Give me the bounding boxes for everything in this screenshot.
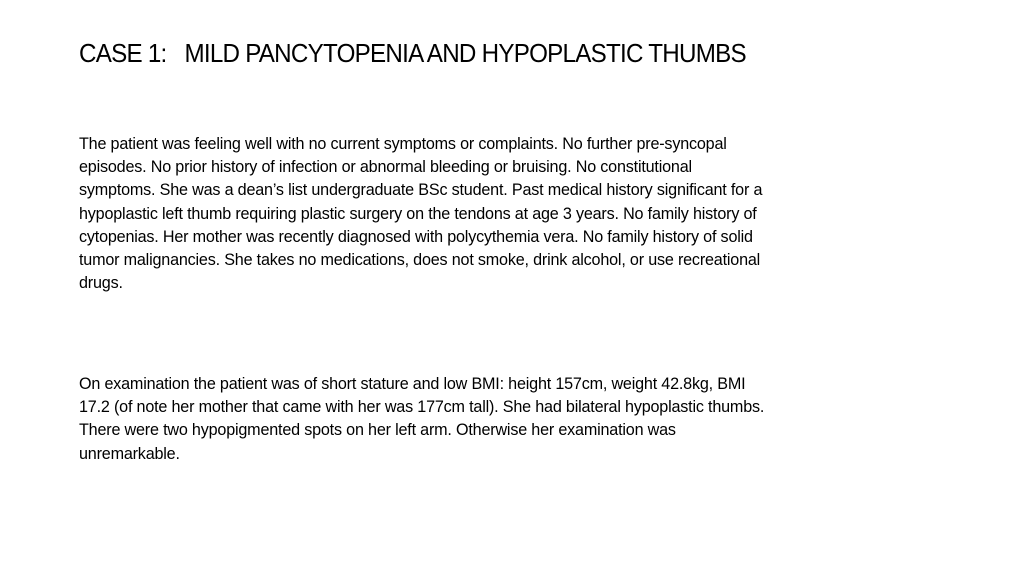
examination-paragraph <box>79 372 972 465</box>
paragraph-line: hypoplastic left thumb requiring plastic surgery on the tendons at age 3 years. No family history of <box>79 203 757 223</box>
history-paragraph <box>79 132 972 294</box>
paragraph-line: cytopenias. Her mother was recently diagnosed with polycythemia vera. No family history of solid <box>79 226 753 246</box>
paragraph-line: unremarkable. <box>79 443 180 463</box>
paragraph-line: tumor malignancies. She takes no medications, does not smoke, drink alcohol, or use recreational <box>79 250 761 270</box>
paragraph-line: episodes. No prior history of infection or abnormal bleeding or bruising. No constitutional <box>79 157 692 177</box>
paragraph-line: The patient was feeling well with no current symptoms or complaints. No further pre-syncopal <box>79 134 727 153</box>
paragraph-line: symptoms. She was a dean’s list undergraduate BSc student. Past medical history significant for a <box>79 180 763 200</box>
slide-title: CASE 1: MILD PANCYTOPENIA AND HYPOPLASTIC THUMBS <box>79 38 746 68</box>
paragraph-line: 17.2 (of note her mother that came with her was 177cm tall). She had bilateral hypoplastic thumbs. <box>79 397 765 417</box>
paragraph-line: There were two hypopigmented spots on her left arm. Otherwise her examination was <box>79 420 676 440</box>
paragraph-line: drugs. <box>79 273 123 293</box>
paragraph-line: On examination the patient was of short stature and low BMI: height 157cm, weight 42.8kg, BMI <box>79 374 746 393</box>
